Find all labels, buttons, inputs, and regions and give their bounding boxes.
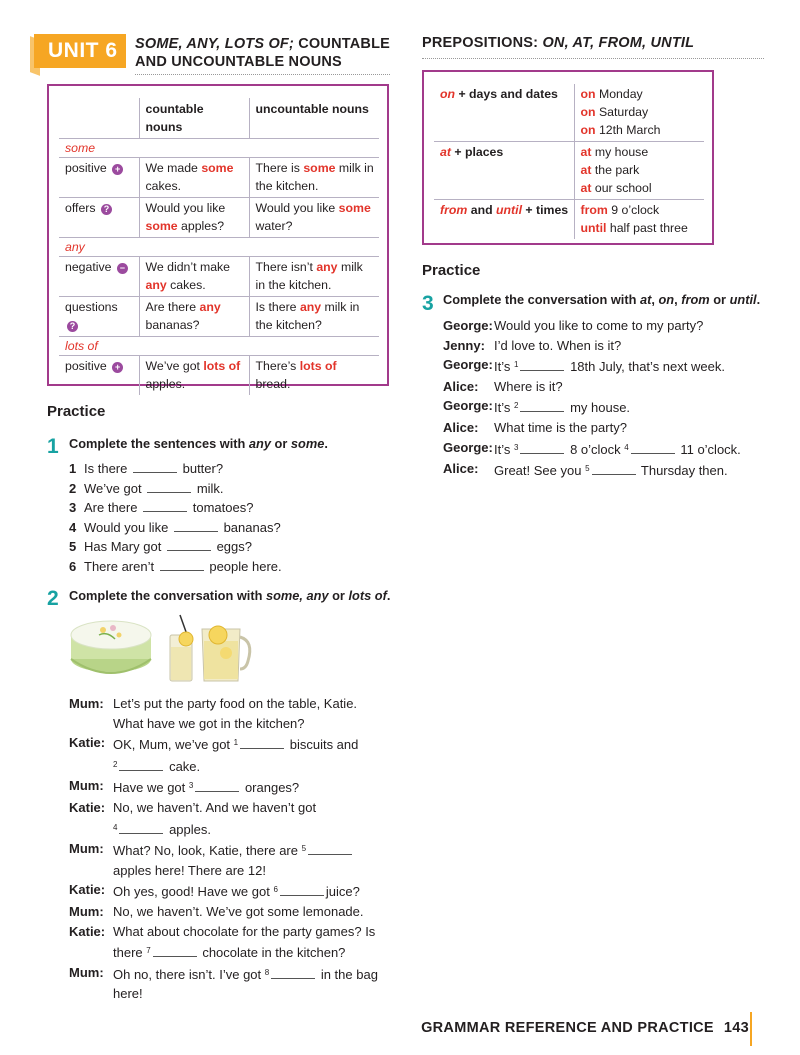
exercise-instruction: Complete the sentences with any or some. bbox=[69, 436, 328, 451]
answer-blank[interactable] bbox=[240, 738, 284, 749]
dialog-line: Mum: Oh no, there isn’t. I’ve got $^8$ in the bag bbox=[69, 964, 378, 982]
footer-accent-bar bbox=[750, 1012, 752, 1046]
unit-title-part: COUNTABLE bbox=[298, 36, 391, 52]
answer-blank[interactable] bbox=[167, 540, 211, 551]
answer-blank[interactable] bbox=[631, 443, 675, 454]
list-item: 4 Would you like bananas? bbox=[69, 519, 281, 535]
footer-label: GRAMMAR REFERENCE AND PRACTICE bbox=[421, 1020, 714, 1036]
answer-blank[interactable] bbox=[592, 464, 636, 475]
dialog-exercise-2 bbox=[69, 694, 378, 1004]
dialog-line: $^2$ cake. bbox=[113, 758, 201, 774]
unit-badge bbox=[30, 34, 128, 74]
answer-blank[interactable] bbox=[160, 560, 204, 571]
table-row: negative − We didn’t make any cakes. There isn’t any milk in the kitchen. bbox=[59, 257, 379, 297]
dialog-line: George: Would you like to come to my party? bbox=[443, 318, 704, 333]
answer-blank[interactable] bbox=[520, 360, 564, 371]
section-lots-of: lots of bbox=[59, 337, 379, 356]
plus-circle-icon: + bbox=[112, 164, 123, 175]
row-label: negative − bbox=[59, 257, 139, 297]
answer-blank[interactable] bbox=[308, 844, 352, 855]
dialog-line: What have we got in the kitchen? bbox=[113, 715, 305, 731]
dialog-line: Mum: Let’s put the party food on the table, Katie. bbox=[69, 696, 358, 711]
cake-image bbox=[69, 613, 153, 677]
answer-blank[interactable] bbox=[147, 482, 191, 493]
list-item: 3 Are there tomatoes? bbox=[69, 500, 254, 516]
row-label: offers ? bbox=[59, 198, 139, 238]
answer-blank[interactable] bbox=[520, 401, 564, 412]
dialog-line: $^4$ apples. bbox=[113, 821, 211, 837]
prepositions-title: PREPOSITIONS: ON, AT, FROM, UNTIL bbox=[422, 35, 695, 51]
row-label: positive + bbox=[59, 158, 139, 198]
grammar-box bbox=[47, 84, 389, 391]
plus-circle-icon: + bbox=[112, 362, 123, 373]
unit-title-line2: AND UNCOUNTABLE NOUNS bbox=[135, 54, 342, 70]
exercise-number: 2 bbox=[47, 587, 59, 610]
answer-blank[interactable] bbox=[153, 946, 197, 957]
minus-circle-icon: − bbox=[117, 263, 128, 274]
dialog-exercise-3 bbox=[443, 316, 741, 481]
practice-heading: Practice bbox=[47, 403, 106, 420]
list-item: 1 Is there butter? bbox=[69, 461, 224, 476]
row-label: positive + bbox=[59, 356, 139, 396]
exercise-number: 3 bbox=[422, 292, 434, 315]
lemonade-image bbox=[166, 613, 254, 685]
dialog-line: Katie: What about chocolate for the party games? Is bbox=[69, 923, 376, 939]
dialog-line: apples here! There are 12! bbox=[113, 862, 266, 878]
unit-title bbox=[135, 35, 390, 71]
answer-blank[interactable] bbox=[271, 968, 315, 979]
dialog-line: Mum: Have we got $^3$ oranges? bbox=[69, 778, 300, 796]
dialog-line: Alice: What time is the party? bbox=[443, 419, 627, 435]
dialog-line: here! bbox=[113, 986, 143, 1002]
answer-blank[interactable] bbox=[195, 781, 239, 792]
prep-title-rule bbox=[422, 58, 764, 59]
exercise-instruction: Complete the conversation with at, on, from or until. bbox=[443, 292, 761, 307]
exercise-1-list bbox=[69, 461, 282, 579]
answer-blank[interactable] bbox=[280, 885, 324, 896]
title-rule bbox=[135, 74, 390, 75]
prepositions-box bbox=[422, 70, 714, 245]
table-row: from and until + times from 9 o’clock until half past three bbox=[434, 200, 704, 240]
dialog-line: George: It’s $^3$ 8 o’clock $^4$ 11 o’clock. bbox=[443, 439, 741, 457]
header-countable: countable nouns bbox=[139, 98, 249, 139]
page-footer bbox=[421, 1020, 749, 1036]
question-circle-icon: ? bbox=[67, 321, 78, 332]
section-any: any bbox=[59, 238, 379, 257]
question-circle-icon: ? bbox=[101, 204, 112, 215]
unit-title-italic: SOME, ANY, LOTS OF; bbox=[135, 36, 295, 52]
dialog-line: Mum: What? No, look, Katie, there are $^5$ bbox=[69, 839, 378, 861]
exercise-instruction: Complete the conversation with some, any or lots of. bbox=[69, 588, 391, 603]
list-item: 2 We’ve got milk. bbox=[69, 480, 224, 496]
table-row: questions ? Are there any bananas? Is there any milk in the kitchen? bbox=[59, 297, 379, 337]
list-item: 6 There aren’t people here. bbox=[69, 558, 282, 574]
answer-blank[interactable] bbox=[133, 462, 177, 473]
dialog-line: George: It’s $^1$ 18th July, that’s next week. bbox=[443, 357, 725, 375]
table-row: positive + We’ve got lots of apples. There’s lots of bread. bbox=[59, 356, 379, 396]
dialog-line: Alice: Great! See you $^5$ Thursday then. bbox=[443, 461, 728, 479]
grammar-table bbox=[59, 98, 379, 395]
answer-blank[interactable] bbox=[119, 760, 163, 771]
prepositions-table bbox=[434, 84, 704, 239]
answer-blank[interactable] bbox=[174, 521, 218, 532]
dialog-line: Alice: Where is it? bbox=[443, 378, 563, 394]
table-row: positive + We made some cakes. There is some milk in the kitchen. bbox=[59, 158, 379, 198]
table-row: offers ? Would you like some apples? Would you like some water? bbox=[59, 198, 379, 238]
answer-blank[interactable] bbox=[119, 823, 163, 834]
answer-blank[interactable] bbox=[143, 501, 187, 512]
unit-badge-label: UNIT 6 bbox=[34, 34, 126, 68]
header-uncountable: uncountable nouns bbox=[249, 98, 379, 139]
page-number: 143 bbox=[723, 1020, 749, 1036]
dialog-line: Katie: OK, Mum, we’ve got $^1$ biscuits and bbox=[69, 735, 359, 753]
table-row: at + places at my house at the park at our school bbox=[434, 142, 704, 200]
dialog-line: Mum: No, we haven’t. We’ve got some lemonade. bbox=[69, 903, 364, 919]
table-header-row bbox=[59, 98, 379, 139]
dialog-line: Katie: Oh yes, good! Have we got $^6$ juice? bbox=[69, 882, 360, 900]
practice-heading: Practice bbox=[422, 262, 481, 279]
table-row: on + days and dates on Monday on Saturday on 12th March bbox=[434, 84, 704, 142]
dialog-line: there $^7$ chocolate in the kitchen? bbox=[113, 945, 346, 961]
dialog-line: Jenny: I’d love to. When is it? bbox=[443, 337, 622, 353]
answer-blank[interactable] bbox=[520, 443, 564, 454]
dialog-line: George: It’s $^2$ my house. bbox=[443, 398, 631, 416]
exercise-number: 1 bbox=[47, 435, 59, 458]
dialog-line: Katie: No, we haven’t. And we haven’t got bbox=[69, 799, 317, 815]
list-item: 5 Has Mary got eggs? bbox=[69, 539, 252, 555]
row-label: questions ? bbox=[59, 297, 139, 337]
section-some: some bbox=[59, 139, 379, 158]
